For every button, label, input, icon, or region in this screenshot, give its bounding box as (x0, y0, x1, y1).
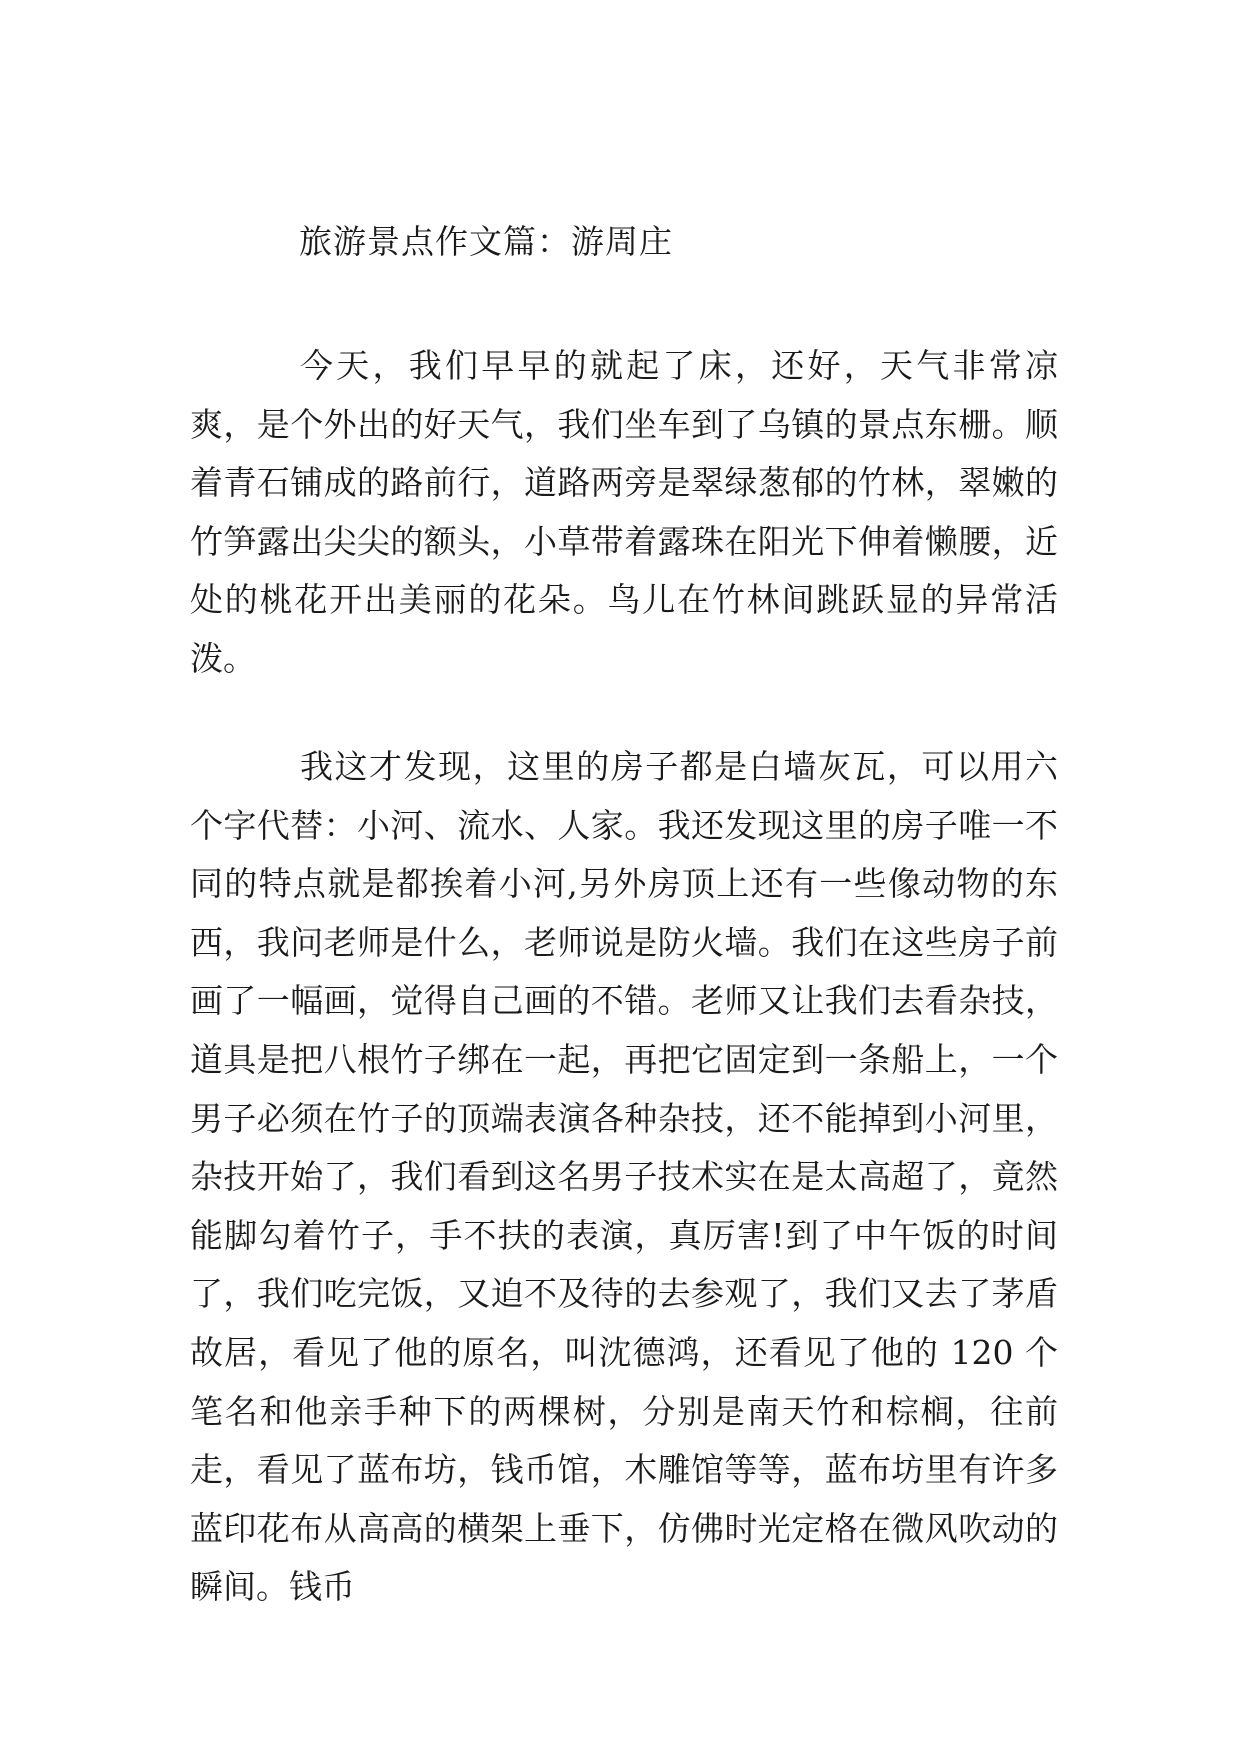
paragraph-1: 今天，我们早早的就起了床，还好，天气非常凉爽，是个外出的好天气，我们坐车到了乌镇的景点东栅。顺着青石铺成的路前行，道路两旁是翠绿葱郁的竹林，翠嫩的竹笋露出尖尖的额头，小草带着露珠在阳光下伸着懒腰，近处的桃花开出美丽的花朵。鸟儿在竹林间跳跃显的异常活泼。 (190, 346, 1058, 678)
document-title: 旅游景点作文篇：游周庄 (299, 222, 673, 261)
paragraph-2: 我这才发现，这里的房子都是白墙灰瓦，可以用六个字代替：小河、流水、人家。我还发现这里的房子唯一不同的特点就是都挨着小河,另外房顶上还有一些像动物的东西，我问老师是什么，老师说是防火墙。我们在这些房子前画了一幅画，觉得自己画的不错。老师又让我们去看杂技，道具是把八根竹子绑在一起，再把它固定到一条船上，一个男子必须在竹子的顶端表演各种杂技，还不能掉到小河里，杂技开始了，我们看到这名男子技术实在是太高超了，竟然能脚勾着竹子，手不扶的表演，真厉害!到了中午饭的时间了，我们吃完饭，又迫不及待的去参观了，我们又去了茅盾故居，看见了他的原名，叫沈德鸿，还看见了他的 120 个笔名和他亲手种下的两棵树，分别是南天竹和棕榈，往前走，看见了蓝布坊，钱币馆，木雕馆等等，蓝布坊里有许多蓝印花布从高高的横架上垂下，仿佛时光定格在微风吹动的瞬间。钱币 (190, 747, 1058, 1607)
